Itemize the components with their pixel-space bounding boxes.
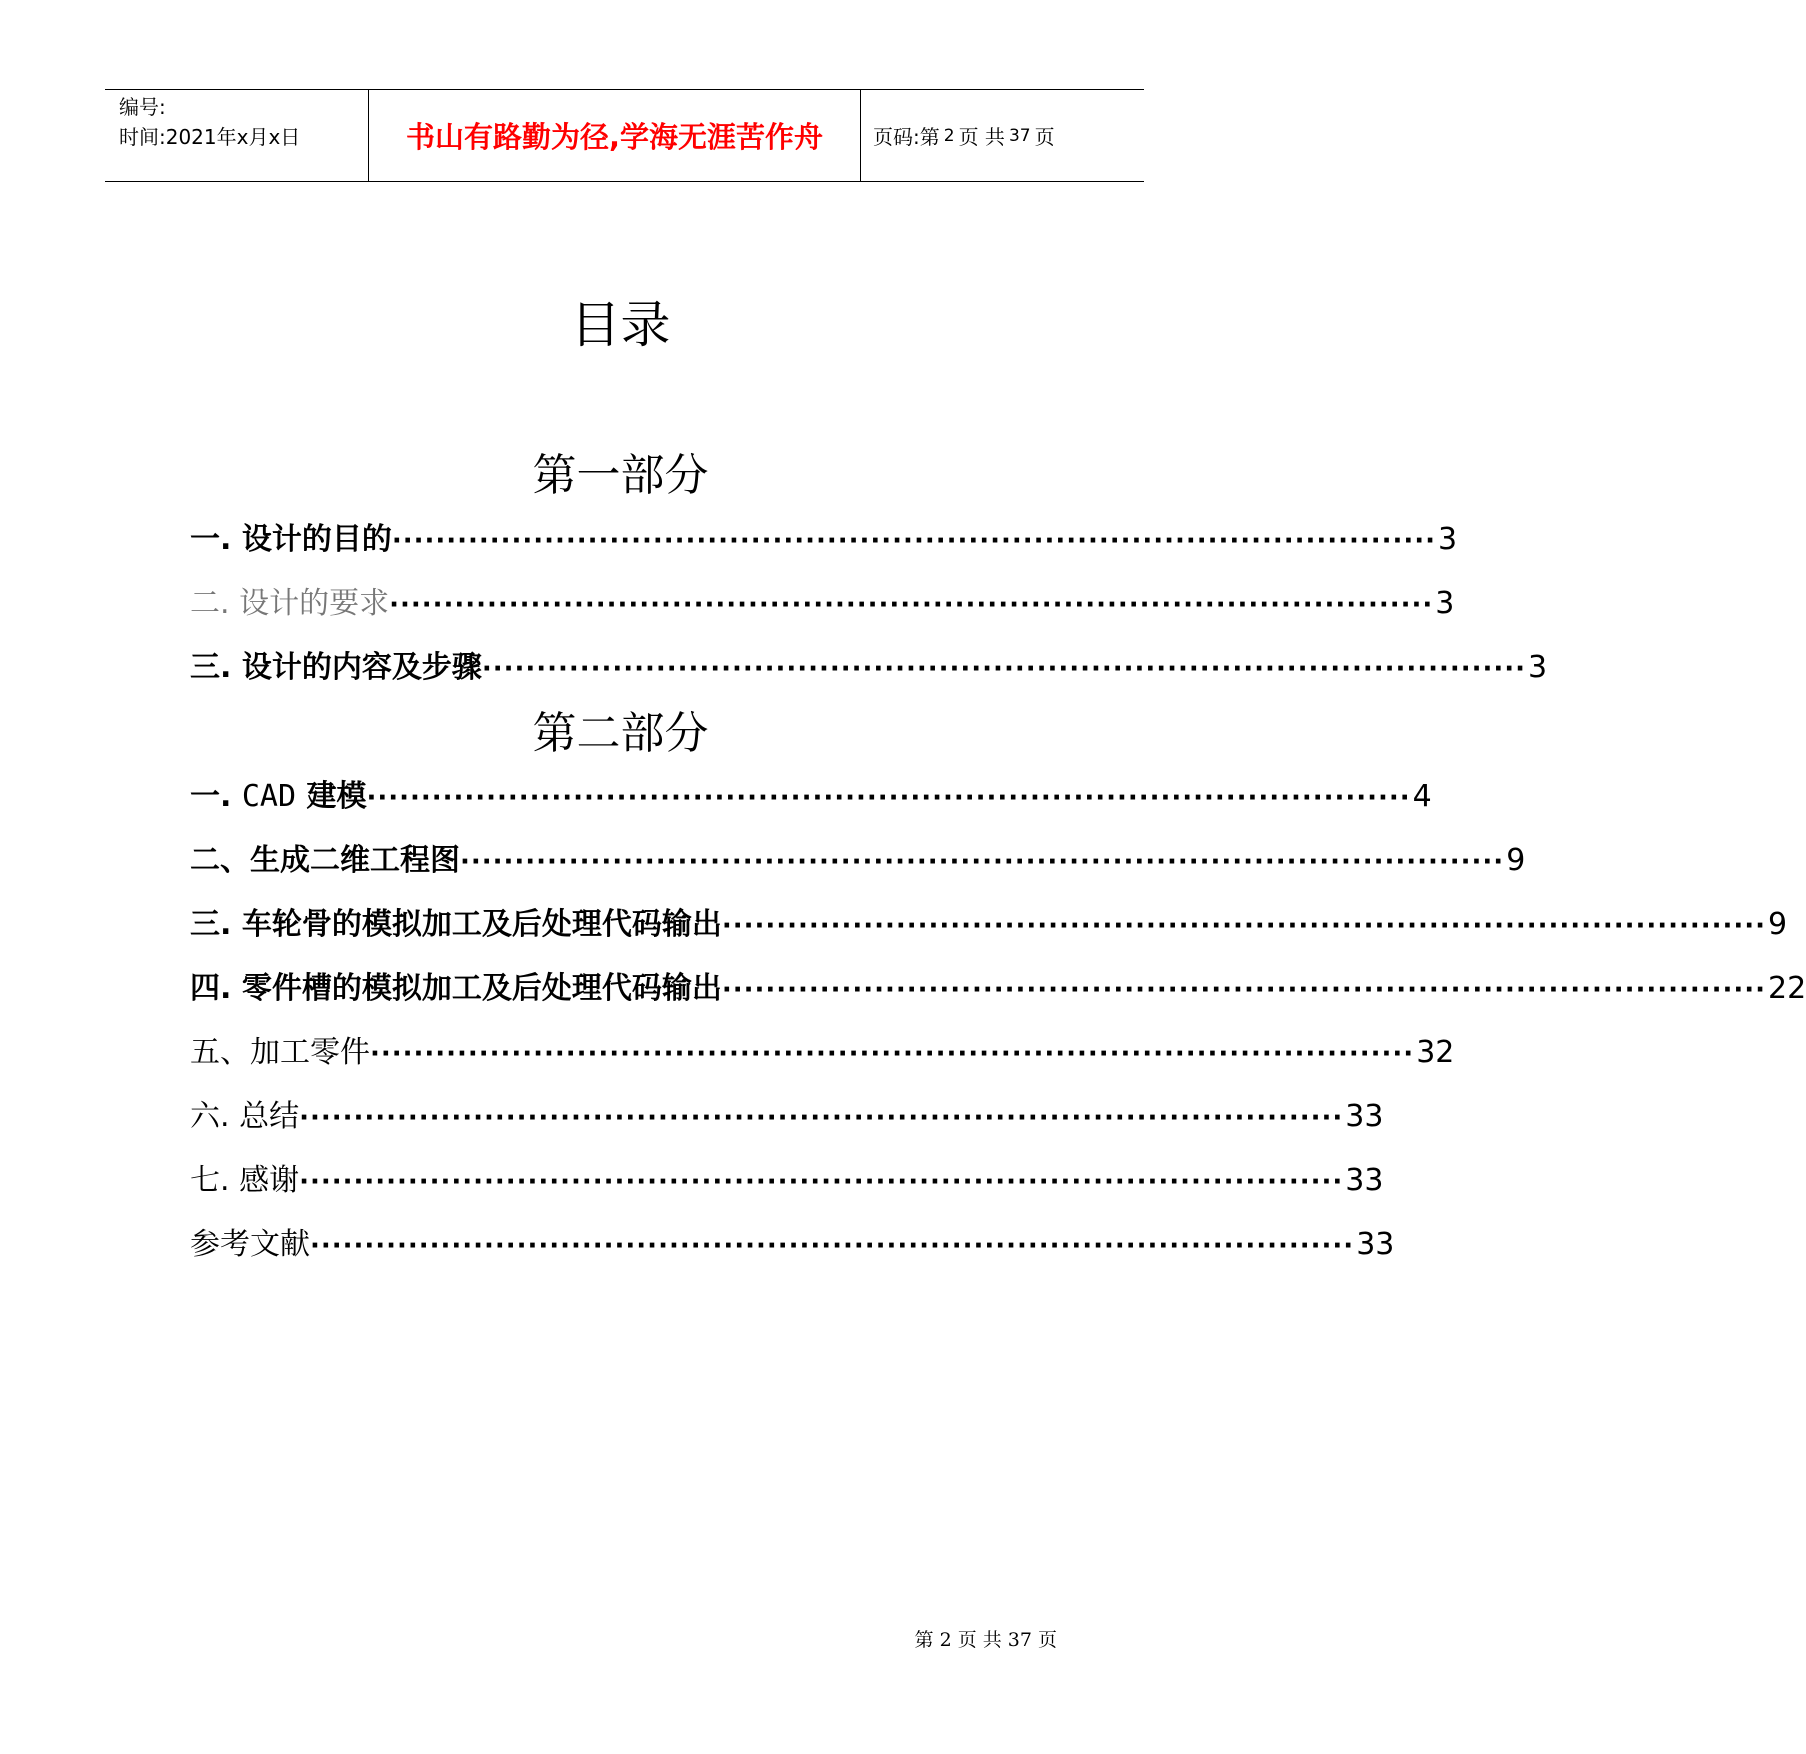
page-footer bbox=[0, 1625, 1241, 1652]
toc-entry[interactable] bbox=[190, 1031, 1455, 1075]
header-meta bbox=[105, 90, 369, 181]
toc-entry[interactable] bbox=[190, 1159, 1384, 1203]
page-header bbox=[105, 89, 1144, 182]
toc-leader-dots: ································································································ bbox=[370, 1039, 1415, 1069]
toc-entry[interactable] bbox=[190, 775, 1432, 819]
toc-leader-dots: ································································································ bbox=[366, 783, 1411, 813]
toc-entry-page: 33 bbox=[1345, 1099, 1384, 1134]
header-page-prefix: 页码:第 bbox=[873, 125, 940, 149]
toc-entry[interactable] bbox=[190, 1095, 1384, 1139]
toc-leader-dots: ································································································ bbox=[460, 847, 1505, 877]
toc-entry[interactable] bbox=[190, 646, 1548, 690]
header-page-info bbox=[861, 90, 1144, 181]
toc-entry-label: 四. 零件槽的模拟加工及后处理代码输出 bbox=[190, 971, 722, 1006]
header-page-total: 37 bbox=[1008, 125, 1031, 146]
toc-title: 目录 bbox=[570, 296, 671, 354]
part-one-title: 第一部分 bbox=[532, 450, 709, 501]
toc-entry-label: 参考文献 bbox=[190, 1227, 310, 1262]
toc-leader-dots: ································································································ bbox=[299, 1103, 1344, 1133]
toc-entry-page: 3 bbox=[1528, 650, 1548, 685]
document-time-label: 时间:2021年x月x日 bbox=[119, 125, 301, 149]
toc-entry-label: 一. 设计的目的 bbox=[190, 522, 392, 557]
header-page-suffix: 页 bbox=[1034, 125, 1055, 149]
toc-entry-page: 3 bbox=[1435, 586, 1455, 621]
toc-entry[interactable] bbox=[190, 582, 1455, 626]
toc-leader-dots: ································································································ bbox=[299, 1167, 1344, 1197]
toc-entry[interactable] bbox=[190, 1223, 1395, 1267]
toc-entry-page: 33 bbox=[1345, 1163, 1384, 1198]
toc-leader-dots: ································································································ bbox=[391, 526, 1437, 556]
toc-entry-page: 9 bbox=[1506, 843, 1526, 878]
toc-leader-dots: ································································································ bbox=[389, 590, 1434, 620]
toc-entry-label-suffix: 建模 bbox=[296, 779, 367, 814]
header-page-middle: 页 共 bbox=[958, 125, 1005, 149]
toc-entry-page: 32 bbox=[1416, 1035, 1455, 1070]
toc-entry-page: 4 bbox=[1412, 779, 1432, 814]
toc-entry-label: 三. 设计的内容及步骤 bbox=[190, 650, 482, 685]
toc-entry-label bbox=[190, 775, 366, 819]
footer-page-number: 第 2 页 共 37 页 bbox=[914, 1629, 1057, 1651]
toc-entry-label-text: 二. 设计的要求 bbox=[190, 586, 390, 621]
toc-entry[interactable] bbox=[190, 518, 1458, 562]
part-two-title: 第二部分 bbox=[532, 708, 709, 759]
toc-entry-label: 二、生成二维工程图 bbox=[190, 843, 460, 878]
toc-leader-dots: ································································································ bbox=[481, 654, 1527, 684]
document-number-label: 编号: bbox=[119, 95, 166, 119]
toc-entry-page: 3 bbox=[1438, 522, 1458, 557]
toc-entry-label-prefix: 一. bbox=[190, 779, 242, 814]
toc-entry[interactable] bbox=[190, 903, 1788, 947]
toc-entry-page: 9 bbox=[1768, 907, 1788, 942]
toc-entry-label: 七. 感谢 bbox=[190, 1163, 300, 1198]
toc-entry[interactable] bbox=[190, 839, 1526, 883]
toc-entry-label: 三. 车轮骨的模拟加工及后处理代码输出 bbox=[190, 907, 722, 942]
toc-entry-label: 六. 总结 bbox=[190, 1099, 300, 1134]
toc-leader-dots: ································································································ bbox=[310, 1231, 1355, 1261]
header-page-current: 2 bbox=[943, 125, 955, 146]
toc-entry-label-cad: CAD bbox=[241, 779, 297, 814]
toc-leader-dots: ································································································ bbox=[721, 911, 1767, 941]
toc-entry-label bbox=[190, 582, 389, 626]
toc-entry-page: 22 bbox=[1768, 971, 1806, 1006]
header-slogan: 书山有路勤为径,学海无涯苦作舟 bbox=[369, 90, 861, 181]
toc-leader-dots: ································································································ bbox=[721, 975, 1767, 1005]
toc-entry-page: 33 bbox=[1356, 1227, 1395, 1262]
toc-entry-label: 五、加工零件 bbox=[190, 1035, 370, 1070]
toc-entry[interactable] bbox=[190, 967, 1806, 1011]
